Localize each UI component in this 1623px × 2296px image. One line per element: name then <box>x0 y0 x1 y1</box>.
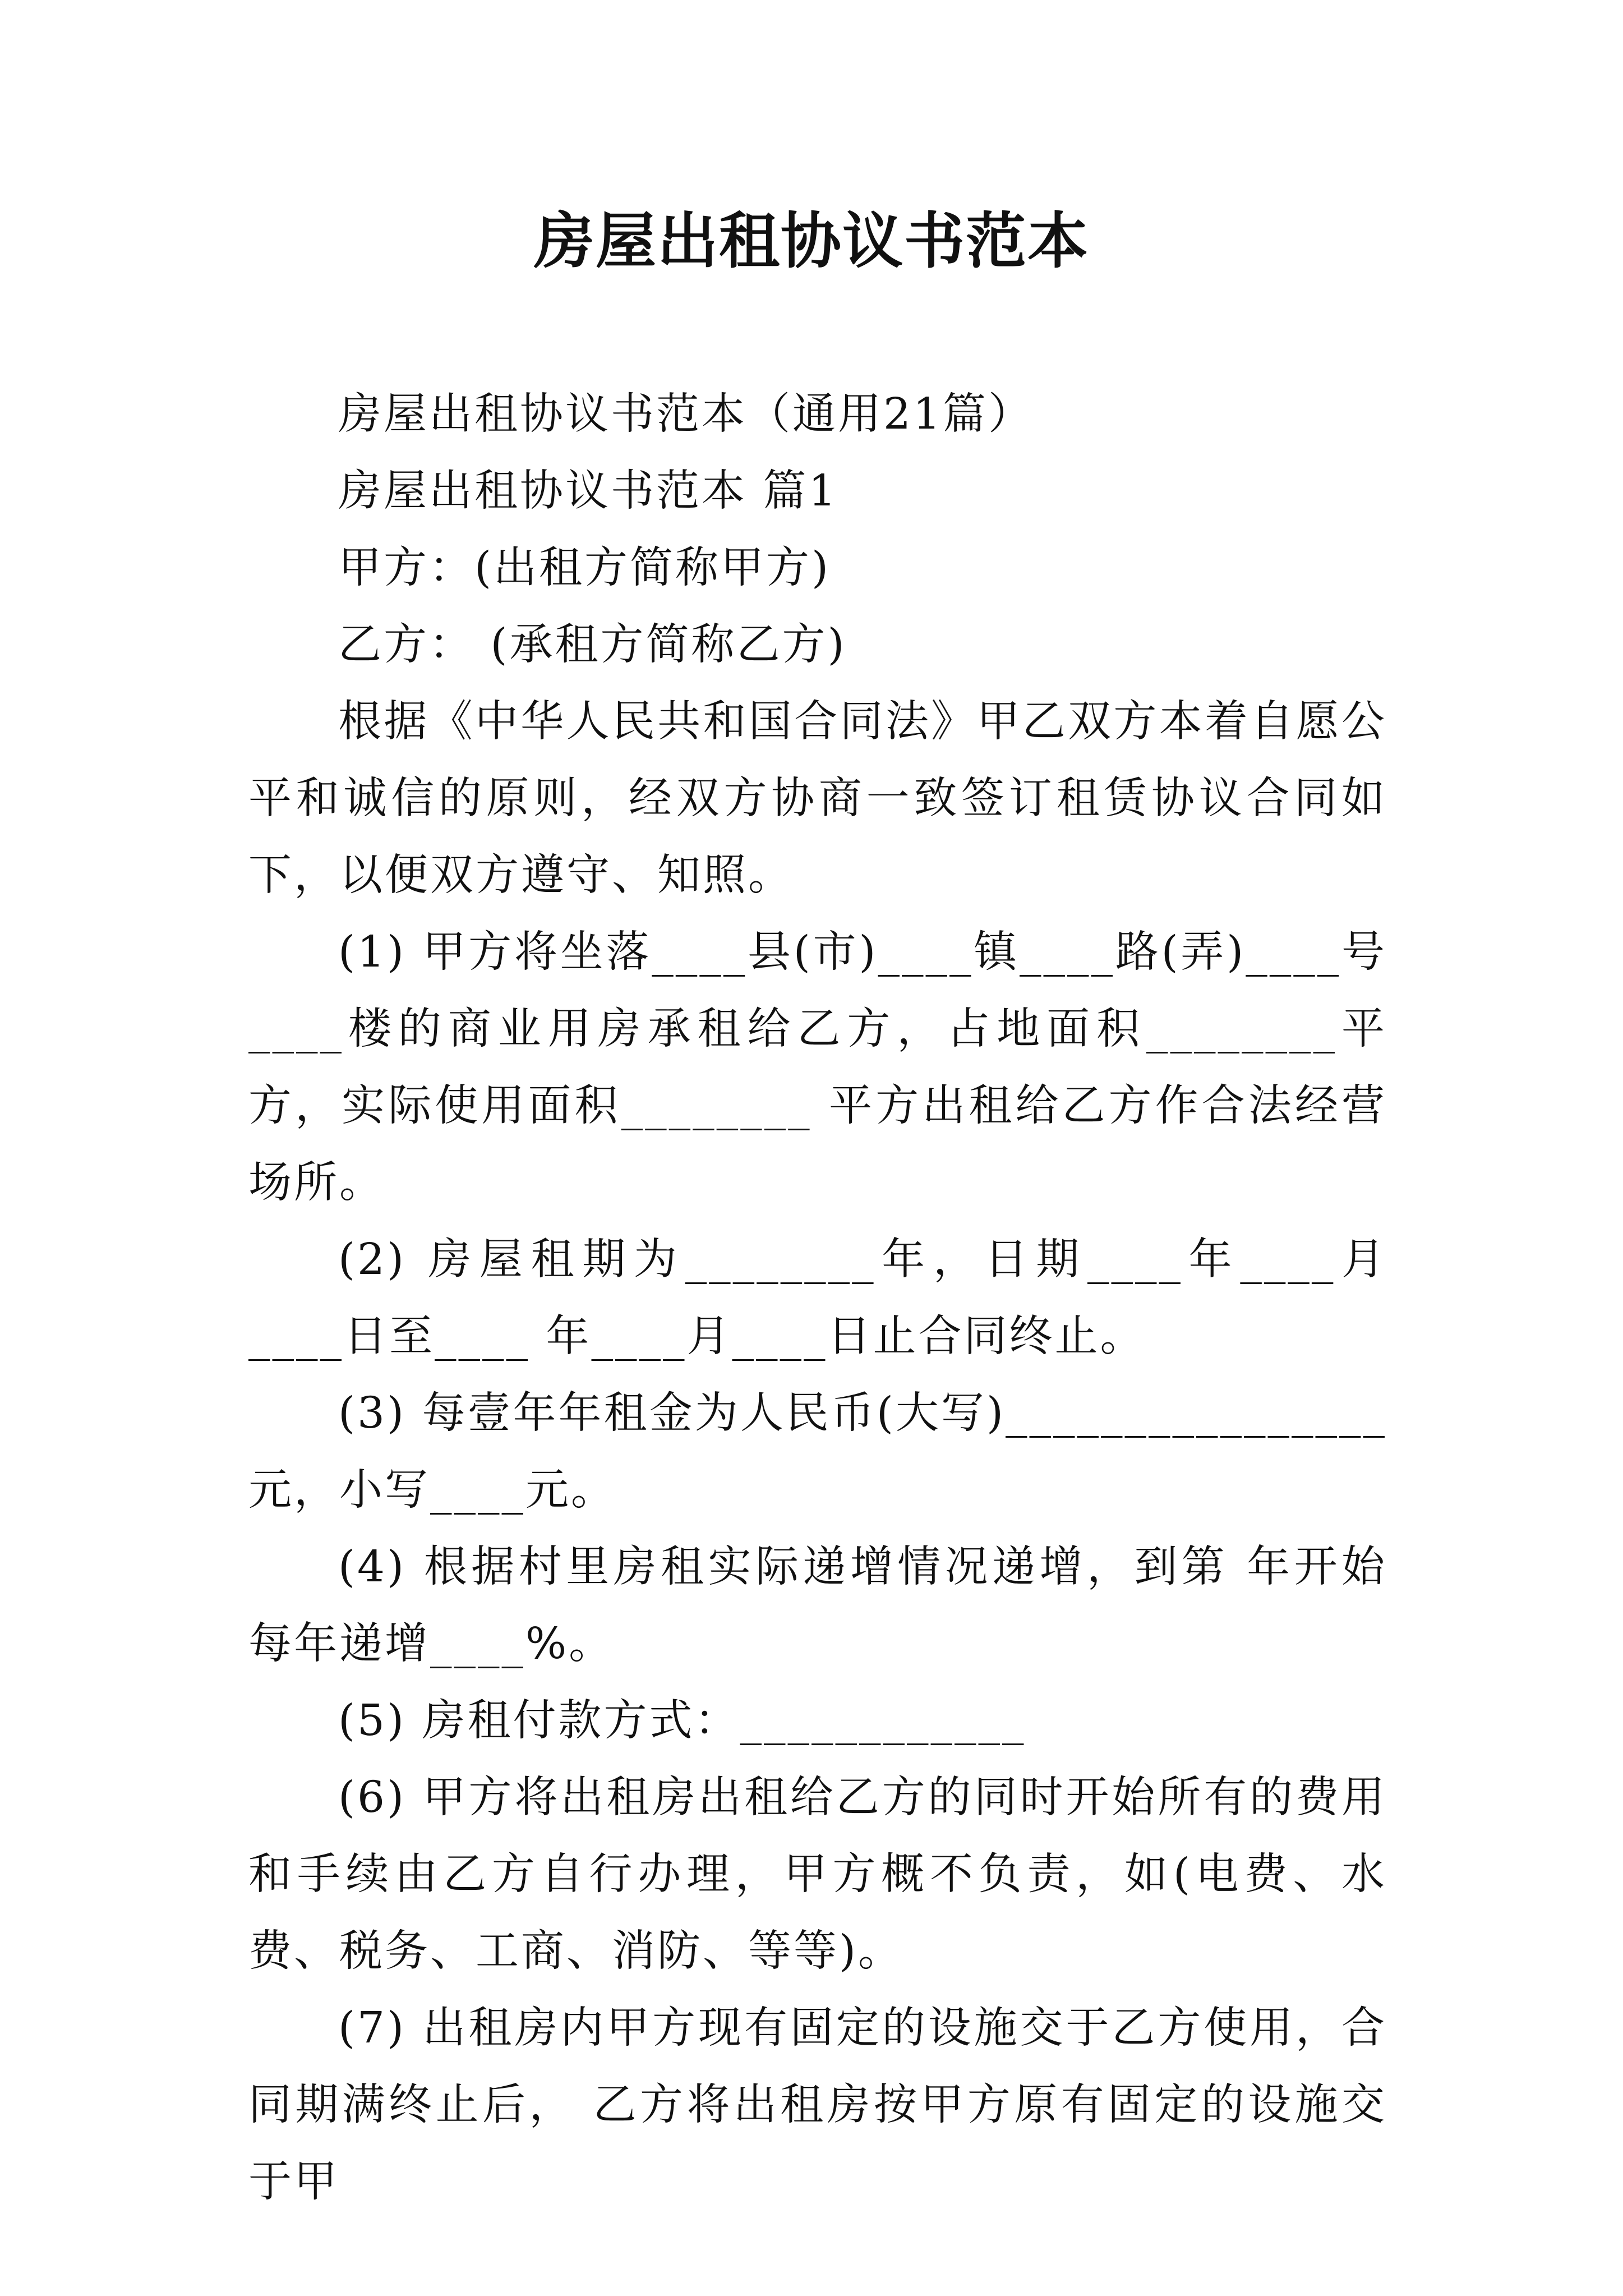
paragraph-clause-2: (2) 房屋租期为________年，日期____年____月____日至____ 年____月____日止合同终止。 <box>248 1235 1387 1361</box>
paragraph-clause-5: (5) 房租付款方式：____________ <box>338 1696 1026 1746</box>
paragraph-preamble: 根据《中华人民共和国合同法》甲乙双方本着自愿公平和诚信的原则，经双方协商一致签订租赁协议合同如下，以便双方遵守、知照。 <box>248 697 1387 900</box>
paragraph-doc-heading: 房屋出租协议书范本（通用21篇） <box>338 389 1034 439</box>
document-title: 房屋出租协议书范本 <box>533 206 1089 277</box>
paragraph-clause-3: (3) 每壹年年租金为人民币(大写)________________元，小写____元。 <box>248 1388 1387 1515</box>
document-body <box>248 376 1387 2220</box>
paragraph-party-a: 甲方：(出租方简称甲方) <box>338 543 831 593</box>
paragraph-party-b: 乙方： (承租方简称乙方) <box>338 620 847 670</box>
paragraph-clause-7: (7) 出租房内甲方现有固定的设施交于乙方使用，合同期满终止后， 乙方将出租房按甲方原有固定的设施交于甲 <box>248 2003 1387 2207</box>
paragraph-clause-1: (1) 甲方将坐落____县(市)____镇____路(弄)____号____楼的商业用房承租给乙方，占地面积________平方，实际使用面积________ 平方出租给乙方作合法经营场所。 <box>248 927 1387 1208</box>
paragraph-clause-4: (4) 根据村里房租实际递增情况递增，到第 年开始每年递增____%。 <box>248 1542 1387 1669</box>
paragraph-section-title: 房屋出租协议书范本 篇1 <box>338 466 838 516</box>
paragraph-clause-6: (6) 甲方将出租房出租给乙方的同时开始所有的费用和手续由乙方自行办理，甲方概不负责，如(电费、水费、税务、工商、消防、等等)。 <box>248 1773 1387 1976</box>
